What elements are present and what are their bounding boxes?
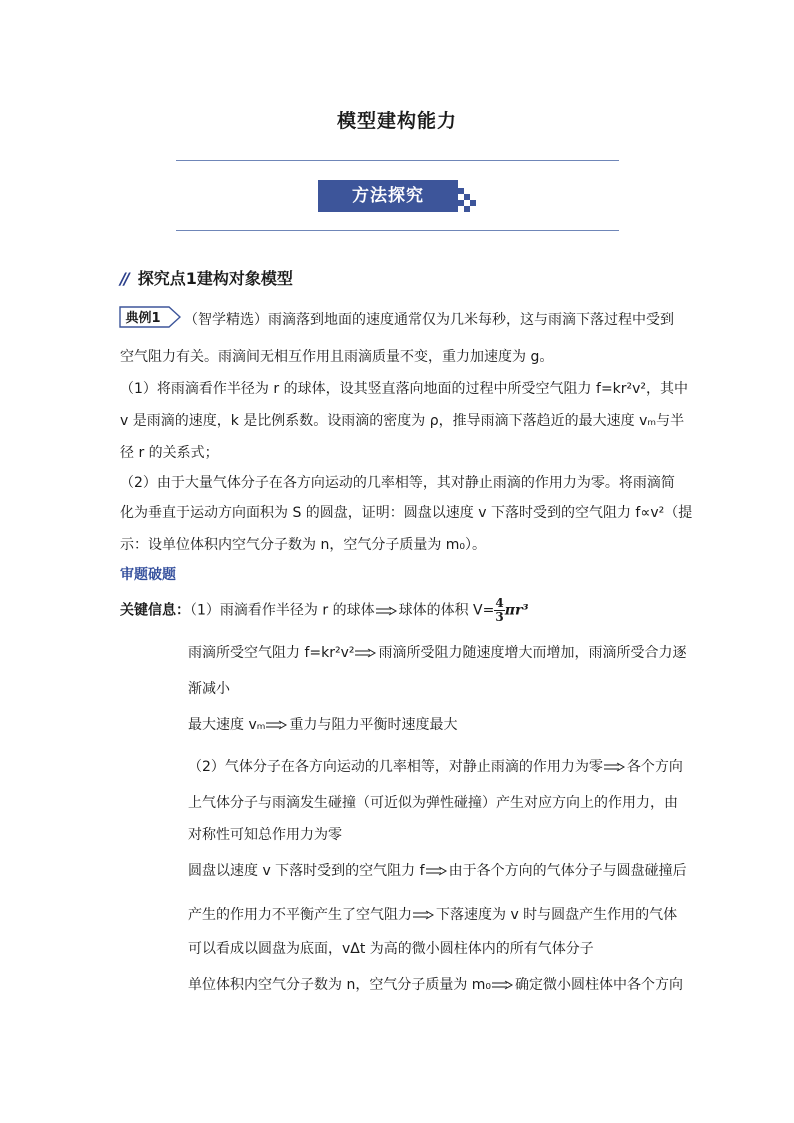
key-info-line-4: 最大速度 vₘ 重力与阻力平衡时速度最大 [188,717,458,733]
q2-line-3: 示：设单位体积内空气分子数为 n，空气分子质量为 m₀）。 [120,537,487,553]
divider-top [176,160,619,161]
q2-line-2: 化为垂直于运动方向面积为 S 的圆盘，证明：圆盘以速度 v 下落时受到的空气阻力 f∝v²（提 [120,505,693,521]
key-info-line-6: 上气体分子与雨滴发生碰撞（可近似为弹性碰撞）产生对应方向上的作用力，由 [188,795,678,811]
key-info-line-9: 产生的作用力不平衡产生了空气阻力 下落速度为 v 时与圆盘产生作用的气体 [188,907,678,923]
banner-text: 方法探究 [352,186,424,206]
key-info-line-3: 渐减小 [188,681,230,697]
key-info-line-1: 关键信息：（1）雨滴看作半径为 r 的球体 球体的体积 V= $\frac{4}{3}$ πr³ [120,596,529,624]
implies-arrow-icon [492,980,514,990]
q1-line-2: v 是雨滴的速度，k 是比例系数。设雨滴的密度为 ρ，推导雨滴下落趋近的最大速度 vₘ与半 [120,413,685,429]
implies-arrow-icon [426,866,448,876]
key-info-line-2: 雨滴所受空气阻力 f=kr²v² 雨滴所受阻力随速度增大而增加，雨滴所受合力逐 [188,645,687,661]
key-info-line-7: 对称性可知总作用力为零 [188,827,342,843]
implies-arrow-icon [266,720,288,730]
key-info-line-11: 单位体积内空气分子数为 n，空气分子质量为 m₀ 确定微小圆柱体中各个方向 [188,977,684,993]
q1-line-3: 径 r 的关系式； [120,445,219,461]
implies-arrow-icon [413,910,435,920]
analysis-link[interactable]: 审题破题 [120,567,176,583]
example-line-1: （智学精选）雨滴落到地面的速度通常仅为几米每秒，这与雨滴下落过程中受到 [184,312,674,328]
implies-arrow-icon [604,762,626,772]
page-title: 模型建构能力 [336,110,457,132]
example-tag-shape [119,306,181,328]
section-heading-text: 探究点1建构对象模型 [137,269,293,288]
key-info-line-8: 圆盘以速度 v 下落时受到的空气阻力 f 由于各个方向的气体分子与圆盘碰撞后 [188,863,687,879]
slash-mark-icon: // [120,269,128,288]
implies-arrow-icon [376,606,398,616]
fraction-4-3: $\frac{4}{3}$ [495,596,504,624]
q2-line-1: （2）由于大量气体分子在各方向运动的几率相等，其对静止雨滴的作用力为零。将雨滴简 [120,475,675,491]
implies-arrow-icon [355,648,377,658]
example-tag: 典例1 [125,311,161,326]
key-info-line-10: 可以看成以圆盘为底面，vΔt 为高的微小圆柱体内的所有气体分子 [188,941,594,957]
q1-line-1: （1）将雨滴看作半径为 r 的球体，设其竖直落向地面的过程中所受空气阻力 f=kr²v²，其中 [120,381,689,397]
key-info-line-5: （2）气体分子在各方向运动的几率相等，对静止雨滴的作用力为零 各个方向 [188,759,683,775]
key-info-label: 关键信息： [120,602,190,619]
example-line-2: 空气阻力有关。雨滴间无相互作用且雨滴质量不变，重力加速度为 g。 [120,349,554,365]
section-banner [318,180,476,212]
divider-bottom [176,230,619,231]
section-heading [120,266,293,289]
